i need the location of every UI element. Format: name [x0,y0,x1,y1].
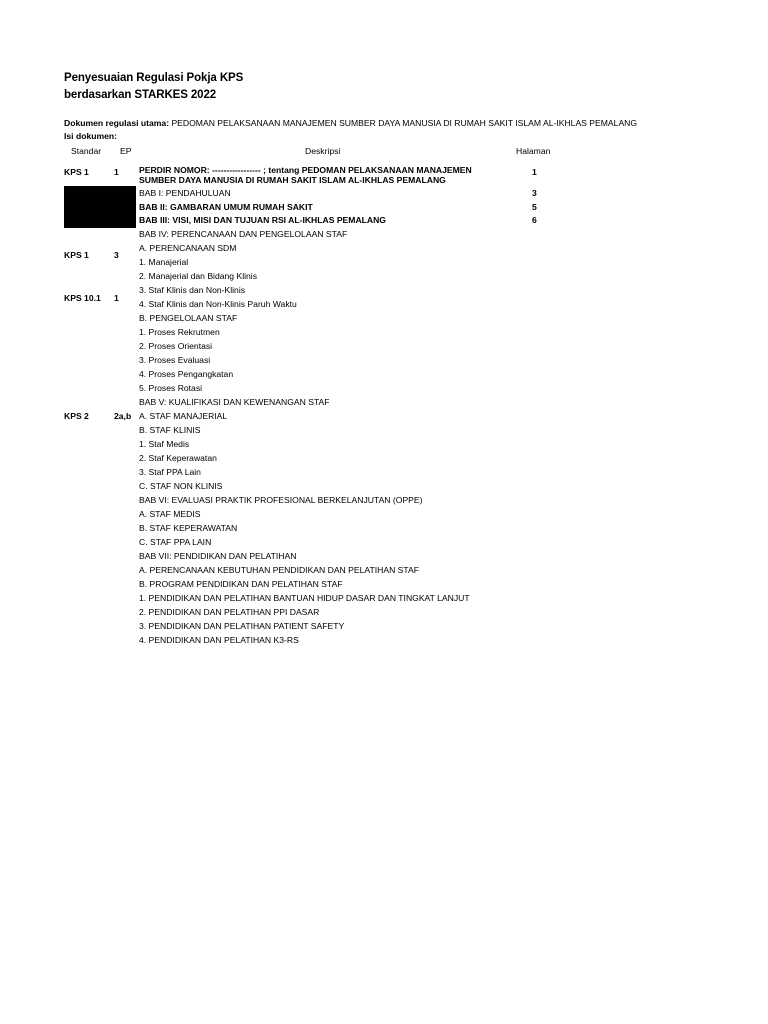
description-line: 3. Proses Evaluasi [139,355,211,365]
standar-cell: KPS 1 [64,167,89,177]
description-line: 2. Proses Orientasi [139,341,213,351]
description-line: 1. Manajerial [139,257,189,267]
description-line: 5. Proses Rotasi [139,383,203,393]
description-line: 4. Staf Klinis dan Non-Klinis Paruh Waktu [139,299,297,309]
description-line: BAB I: PENDAHULUAN [139,188,231,198]
ep-cell: 1 [114,167,119,177]
header-standar: Standar [71,146,102,156]
description-line: 1. PENDIDIKAN DAN PELATIHAN BANTUAN HIDUP DASAR DAN TINGKAT LANJUT [139,593,470,603]
page-number: 3 [532,188,537,198]
description-line: 2. PENDIDIKAN DAN PELATIHAN PPI DASAR [139,607,320,617]
description-line: BAB V: KUALIFIKASI DAN KEWENANGAN STAF [139,397,330,407]
description-line: 4. PENDIDIKAN DAN PELATIHAN K3-RS [139,635,299,645]
description-line: BAB VI: EVALUASI PRAKTIK PROFESIONAL BERKELANJUTAN (OPPE) [139,495,423,505]
description-line: B. PROGRAM PENDIDIKAN DAN PELATIHAN STAF [139,579,343,589]
ep-cell: 2a,b [114,411,132,421]
description-line: A. STAF MEDIS [139,509,201,519]
standar-cell: KPS 10.1 [64,293,101,303]
redaction-block [64,186,136,228]
header-deskripsi: Deskripsi [305,146,341,156]
description-line: 3. Staf PPA Lain [139,467,201,477]
description-line: C. STAF NON KLINIS [139,481,223,491]
page-number: 6 [532,215,537,225]
description-line: 1. Staf Medis [139,439,190,449]
contents-label: Isi dokumen: [64,131,118,141]
header-halaman: Halaman [516,146,551,156]
description-line: 2. Staf Keperawatan [139,453,217,463]
description-line: 3. PENDIDIKAN DAN PELATIHAN PATIENT SAFETY [139,621,345,631]
page-title [64,70,243,104]
description-line: BAB II: GAMBARAN UMUM RUMAH SAKIT [139,202,313,212]
standar-cell: KPS 1 [64,250,89,260]
main-document-value: PEDOMAN PELAKSANAAN MANAJEMEN SUMBER DAYA MANUSIA DI RUMAH SAKIT ISLAM AL-IKHLAS PEMALANG [171,118,638,128]
description-line: BAB IV: PERENCANAAN DAN PENGELOLAAN STAF [139,229,348,239]
header-ep: EP [120,146,132,156]
page-number: 1 [532,167,537,177]
ep-cell: 3 [114,250,119,260]
description-line: 3. Staf Klinis dan Non-Klinis [139,285,246,295]
description-line: BAB VII: PENDIDIKAN DAN PELATIHAN [139,551,297,561]
description-line: A. PERENCANAAN KEBUTUHAN PENDIDIKAN DAN PELATIHAN STAF [139,565,419,575]
ep-cell: 1 [114,293,119,303]
description-line: B. PENGELOLAAN STAF [139,313,238,323]
description-line: 2. Manajerial dan Bidang Klinis [139,271,257,281]
main-document-label: Dokumen regulasi utama: [64,118,170,128]
description-line: B. STAF KEPERAWATAN [139,523,238,533]
description-line: PERDIR NOMOR: ----------------- ; tentang PEDOMAN PELAKSANAAN MANAJEMEN [139,165,472,175]
description-line: A. PERENCANAAN SDM [139,243,237,253]
description-line: 1. Proses Rekrutmen [139,327,220,337]
title-line-2: berdasarkan STARKES 2022 [64,89,217,101]
description-line: A. STAF MANAJERIAL [139,411,228,421]
standar-cell: KPS 2 [64,411,89,421]
title-line-1: Penyesuaian Regulasi Pokja KPS [64,72,244,84]
main-document-line [64,117,637,129]
page-number: 5 [532,202,537,212]
description-line: 4. Proses Pengangkatan [139,369,234,379]
description-line: B. STAF KLINIS [139,425,201,435]
description-line: C. STAF PPA LAIN [139,537,212,547]
description-line: SUMBER DAYA MANUSIA DI RUMAH SAKIT ISLAM AL-IKHLAS PEMALANG [139,175,446,185]
description-line: BAB III: VISI, MISI DAN TUJUAN RSI AL-IKHLAS PEMALANG [139,215,386,225]
